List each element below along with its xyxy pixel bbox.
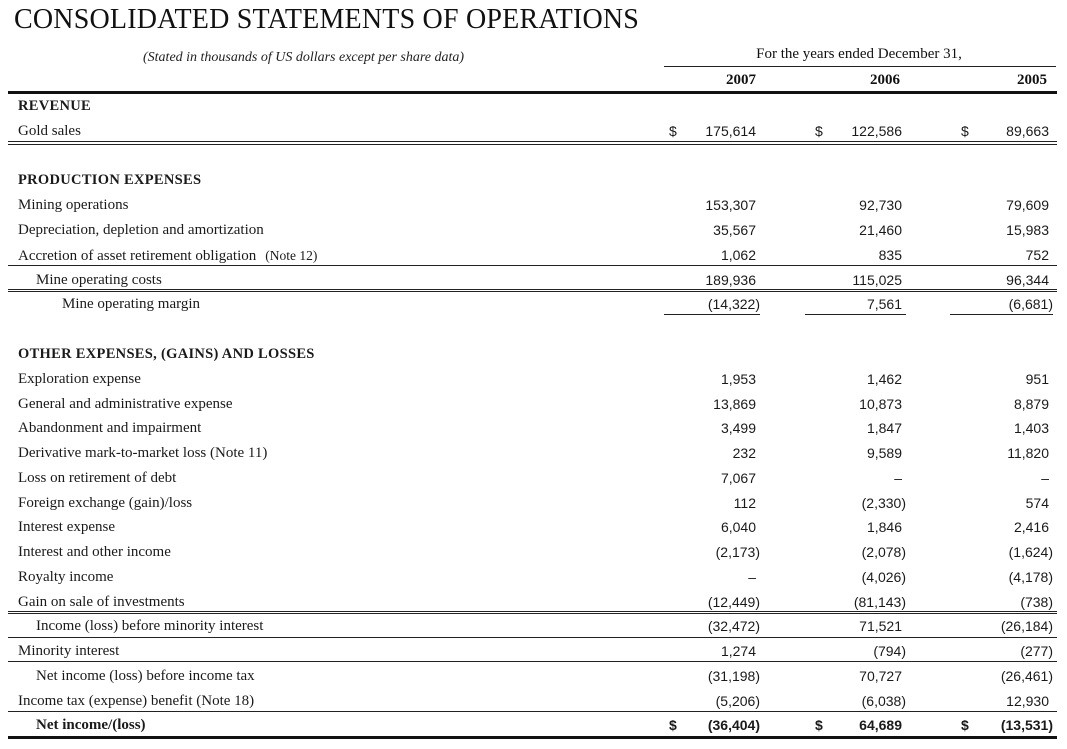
value-2007: 13,869 [713,396,756,412]
table-rule [8,141,1057,142]
value-2007: 112 [733,495,756,511]
value-2005: (13,531) [1000,717,1053,733]
currency-symbol: $ [669,123,677,139]
currency-symbol: $ [961,123,969,139]
value-2005: 79,609 [1006,197,1049,213]
row-label: Royalty income [18,569,114,585]
value-2006: 1,847 [866,420,902,436]
table-row [0,565,1067,590]
section-header: PRODUCTION EXPENSES [18,172,202,188]
value-2006: 122,586 [851,123,902,139]
value-2007: (14,322) [707,296,760,312]
value-2007: (32,472) [707,618,760,634]
table-row [0,515,1067,540]
value-2005: 951 [1025,371,1049,387]
value-2005: 2,416 [1013,519,1049,535]
table-rule [8,637,1057,638]
section-header-row [0,94,1067,119]
value-2006: 1,846 [866,519,902,535]
value-2005: (26,461) [1000,668,1053,684]
column-rule [950,314,1053,315]
value-2006: 10,873 [859,396,902,412]
value-2005: 11,820 [1007,445,1049,461]
table-row [0,416,1067,441]
value-2005: – [1041,470,1049,486]
currency-symbol: $ [815,123,823,139]
value-2007: – [748,569,756,585]
table-row [0,441,1067,466]
row-label: Accretion of asset retirement obligation (Note 12) [18,248,318,264]
value-2007: 1,953 [720,371,756,387]
table-rule [8,736,1057,739]
row-label: Depreciation, depletion and amortization [18,222,264,238]
value-2005: 96,344 [1006,272,1049,288]
row-note: (Note 12) [265,248,318,263]
table-rule [8,144,1057,145]
value-2006: (2,078) [861,544,906,560]
table-row [0,491,1067,516]
value-2005: (738) [1020,594,1053,610]
column-rule [664,314,760,315]
value-2007: 175,614 [705,123,756,139]
row-label: Gold sales [18,123,81,139]
value-2006: 1,462 [866,371,902,387]
row-label: Mining operations [18,197,129,213]
row-label: Abandonment and impairment [18,420,202,436]
value-2005: 752 [1025,247,1049,263]
value-2006: 21,460 [859,222,902,238]
row-label: Foreign exchange (gain)/loss [18,495,193,511]
table-rule [8,611,1057,612]
table-rule [8,291,1057,292]
value-2007: 189,936 [705,272,756,288]
value-2007: (31,198) [707,668,760,684]
value-2006: (794) [873,643,906,659]
table-row [0,614,1067,639]
value-2007: (5,206) [715,693,760,709]
table-row [0,218,1067,243]
table-rule [8,661,1057,662]
table-rule [8,289,1057,290]
table-row [0,292,1067,317]
currency-symbol: $ [961,717,969,733]
value-2006: – [894,470,902,486]
value-2007: 1,274 [720,643,756,659]
row-label: Minority interest [18,643,120,659]
value-2007: 35,567 [713,222,756,238]
row-label: Interest and other income [18,544,171,560]
row-label: Interest expense [18,519,116,535]
section-header: OTHER EXPENSES, (GAINS) AND LOSSES [18,346,315,362]
value-2005: 89,663 [1006,123,1049,139]
value-2007: 3,499 [720,420,756,436]
value-2007: 7,067 [720,470,756,486]
value-2006: 835 [878,247,902,263]
year-header-2005: 2005 [1017,72,1047,88]
section-header-row [0,342,1067,367]
value-2005: (6,681) [1008,296,1053,312]
statement-subtitle: (Stated in thousands of US dollars except per share data) [143,50,465,65]
value-2006: 64,689 [859,717,902,733]
total-row [0,713,1067,738]
value-2006: (81,143) [853,594,906,610]
value-2005: (1,624) [1008,544,1053,560]
year-header-2007: 2007 [726,72,756,88]
row-label: Loss on retirement of debt [18,470,177,486]
value-2006: (6,038) [861,693,906,709]
row-label: Income tax (expense) benefit (Note 18) [18,693,255,709]
row-label: Mine operating costs [36,272,162,288]
row-label: Exploration expense [18,371,141,387]
value-2006: 71,521 [859,618,902,634]
value-2007: 1,062 [720,247,756,263]
table-row [0,540,1067,565]
value-2006: (4,026) [861,569,906,585]
value-2007: 153,307 [705,197,756,213]
row-label: Gain on sale of investments [18,594,185,610]
row-label: Net income/(loss) [36,717,146,733]
table-rule [8,265,1057,266]
value-2006: 7,561 [866,296,902,312]
value-2006: 92,730 [859,197,902,213]
year-header-2006: 2006 [870,72,900,88]
value-2007: (36,404) [707,717,760,733]
value-2005: 12,930 [1006,693,1049,709]
table-row [0,193,1067,218]
table-row [0,367,1067,392]
row-label: Derivative mark-to-market loss (Note 11) [18,445,268,461]
row-label: Net income (loss) before income tax [36,668,255,684]
table-row [0,392,1067,417]
value-2005: 1,403 [1013,420,1049,436]
row-label: Mine operating margin [62,296,201,312]
row-label: General and administrative expense [18,396,233,412]
table-row [0,466,1067,491]
section-header: REVENUE [18,98,91,114]
value-2006: 115,025 [852,272,902,288]
column-rule [805,314,906,315]
row-label: Income (loss) before minority interest [36,618,264,634]
table-rule [8,613,1057,614]
table-rule [8,711,1057,712]
period-header: For the years ended December 31, [756,46,962,62]
value-2007: (12,449) [707,594,760,610]
value-2007: (2,173) [715,544,760,560]
value-2007: 6,040 [720,519,756,535]
value-2005: (26,184) [1000,618,1053,634]
period-underline [664,66,1056,67]
value-2007: 232 [732,445,756,461]
section-header-row [0,168,1067,193]
value-2006: (2,330) [861,495,906,511]
table-row [0,664,1067,689]
currency-symbol: $ [815,717,823,733]
value-2006: 9,589 [866,445,902,461]
currency-symbol: $ [669,717,677,733]
statement-title: CONSOLIDATED STATEMENTS OF OPERATIONS [14,4,640,35]
value-2006: 70,727 [859,668,902,684]
value-2005: 15,983 [1006,222,1049,238]
value-2005: (4,178) [1008,569,1053,585]
value-2005: (277) [1020,643,1053,659]
value-2005: 8,879 [1013,396,1049,412]
value-2005: 574 [1025,495,1049,511]
